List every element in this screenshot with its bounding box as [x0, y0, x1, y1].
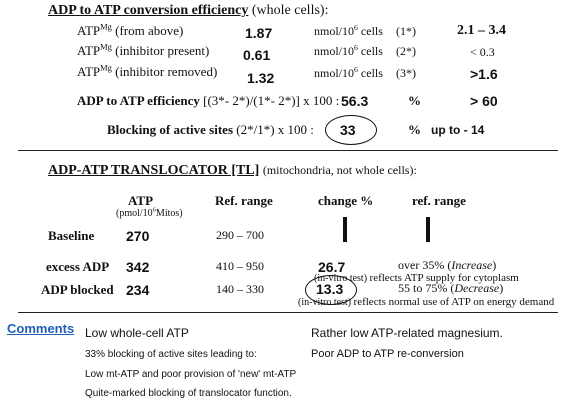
- row-baseline-label: Baseline: [48, 228, 95, 243]
- atp-mg-ref-2: (2*): [396, 44, 416, 58]
- comment-line-6: Quite-marked blocking of translocator function.: [85, 388, 292, 399]
- section1-title: ADP to ATP conversion efficiency: [48, 3, 249, 18]
- row-adp-blocked-change: 13.3: [316, 281, 344, 297]
- note-prefix: (in-vitro test): [298, 297, 352, 308]
- atp-unit-sup: 6: [152, 206, 156, 214]
- blocking-range: up to - 14: [431, 123, 485, 137]
- row-adp-blocked-ref: 140 – 330: [216, 282, 264, 296]
- header-change: change %: [318, 193, 374, 208]
- atp-mg-label-sup: Mg: [100, 62, 112, 73]
- range-italic: Increase: [451, 258, 493, 272]
- atp-mg-label-rest: (from above): [115, 23, 184, 38]
- header-atp: ATP: [128, 193, 154, 208]
- row-adp-blocked-label: ADP blocked: [41, 282, 114, 297]
- section-divider-2: [18, 312, 558, 313]
- row-adp-blocked-range: [398, 281, 503, 296]
- row-adp-blocked-note: [298, 296, 554, 308]
- comment-line-5: Low mt-ATP and poor provision of 'new' mt-ATP: [85, 369, 297, 380]
- blocking-label: Blocking of active sites: [107, 122, 234, 137]
- unit-a: nmol/10: [314, 44, 355, 58]
- efficiency-line: [77, 93, 339, 109]
- range-italic: Decrease: [454, 281, 500, 295]
- atp-mg-unit-1: [314, 24, 383, 39]
- atp-mg-label-rest: (inhibitor removed): [115, 64, 218, 79]
- range-a: over 35% (: [398, 258, 452, 272]
- atp-mg-ref-1: (1*): [396, 24, 416, 38]
- atp-mg-range-1: 2.1 – 3.4: [457, 23, 506, 38]
- blocking-value: 33: [340, 122, 356, 138]
- note-prefix: (in-vitro test): [314, 273, 368, 284]
- range-a: 55 to 75% (: [398, 281, 455, 295]
- unit-sup: 6: [354, 65, 358, 74]
- blocking-formula: (2*/1*) x 100 :: [236, 122, 314, 137]
- atp-unit-b: Mitos): [155, 208, 183, 219]
- efficiency-value: 56.3: [341, 93, 369, 109]
- comments-heading: Comments: [7, 321, 75, 336]
- comment-line-1: Low whole-cell ATP: [85, 326, 189, 340]
- unit-sup: 6: [354, 43, 358, 52]
- atp-mg-value-1: 1.87: [245, 25, 273, 41]
- refrange-bar: [426, 217, 430, 242]
- row-excess-adp-ref: 410 – 950: [216, 259, 264, 273]
- range-b: ): [499, 281, 504, 295]
- atp-mg-ref-3: (3*): [396, 66, 416, 80]
- efficiency-label: ADP to ATP efficiency: [77, 93, 200, 108]
- blocking-unit: %: [408, 122, 421, 137]
- row-excess-adp-range: [398, 258, 496, 273]
- row-baseline-ref: 290 – 700: [216, 228, 264, 242]
- atp-mg-label-base: ATP: [77, 43, 101, 58]
- efficiency-unit: %: [408, 93, 421, 108]
- unit-b: cells: [360, 24, 383, 38]
- note-text: reflects ATP supply for cytoplasm: [369, 272, 519, 284]
- atp-mg-label-rest: (inhibitor present): [115, 43, 210, 58]
- atp-mg-label-base: ATP: [77, 23, 101, 38]
- unit-b: cells: [360, 44, 383, 58]
- unit-a: nmol/10: [314, 66, 355, 80]
- atp-mg-value-2: 0.61: [243, 47, 271, 63]
- row-excess-adp-change: 26.7: [318, 259, 346, 275]
- section2-title-line: [48, 163, 417, 179]
- atp-mg-range-3: >1.6: [470, 66, 498, 82]
- section2-title: ADP-ATP TRANSLOCATOR [TL]: [48, 163, 260, 178]
- atp-unit-a: (pmol/10: [116, 208, 153, 219]
- atp-mg-range-2: < 0.3: [470, 45, 495, 59]
- header-ref-range: Ref. range: [215, 193, 273, 208]
- section-divider-1: [18, 150, 558, 151]
- atp-mg-label-3: [77, 64, 217, 80]
- row-adp-blocked-atp: 234: [126, 282, 150, 298]
- atp-mg-label-base: ATP: [77, 64, 101, 79]
- header-ref-range-2: ref. range: [412, 193, 466, 208]
- efficiency-formula: [(3*- 2*)/(1*- 2*)] x 100 :: [203, 93, 340, 108]
- unit-sup: 6: [354, 23, 358, 32]
- section1-title-line: [48, 3, 328, 19]
- section2-title-note: (mitochondria, not whole cells):: [262, 163, 417, 177]
- efficiency-range: > 60: [470, 93, 498, 109]
- header-atp-unit: [116, 208, 183, 219]
- atp-mg-label-1: [77, 23, 183, 39]
- row-baseline-atp: 270: [126, 228, 150, 244]
- comment-line-4: Poor ADP to ATP re-conversion: [311, 348, 464, 360]
- atp-mg-unit-3: [314, 66, 383, 81]
- atp-mg-value-3: 1.32: [247, 70, 275, 86]
- change-bar: [343, 217, 347, 242]
- unit-b: cells: [360, 66, 383, 80]
- note-text: reflects normal use of ATP on energy demand: [353, 296, 555, 308]
- blocking-line: [107, 122, 314, 138]
- range-b: ): [492, 258, 497, 272]
- comment-line-3: 33% blocking of active sites leading to:: [85, 349, 257, 360]
- comment-line-2: Rather low ATP-related magnesium.: [311, 326, 503, 340]
- row-excess-adp-label: excess ADP: [46, 259, 110, 274]
- atp-mg-unit-2: [314, 44, 383, 59]
- atp-mg-label-2: [77, 43, 209, 59]
- section1-title-note: (whole cells):: [251, 3, 329, 18]
- row-excess-adp-atp: 342: [126, 259, 150, 275]
- atp-mg-label-sup: Mg: [100, 41, 112, 52]
- unit-a: nmol/10: [314, 24, 355, 38]
- atp-mg-label-sup: Mg: [100, 21, 112, 32]
